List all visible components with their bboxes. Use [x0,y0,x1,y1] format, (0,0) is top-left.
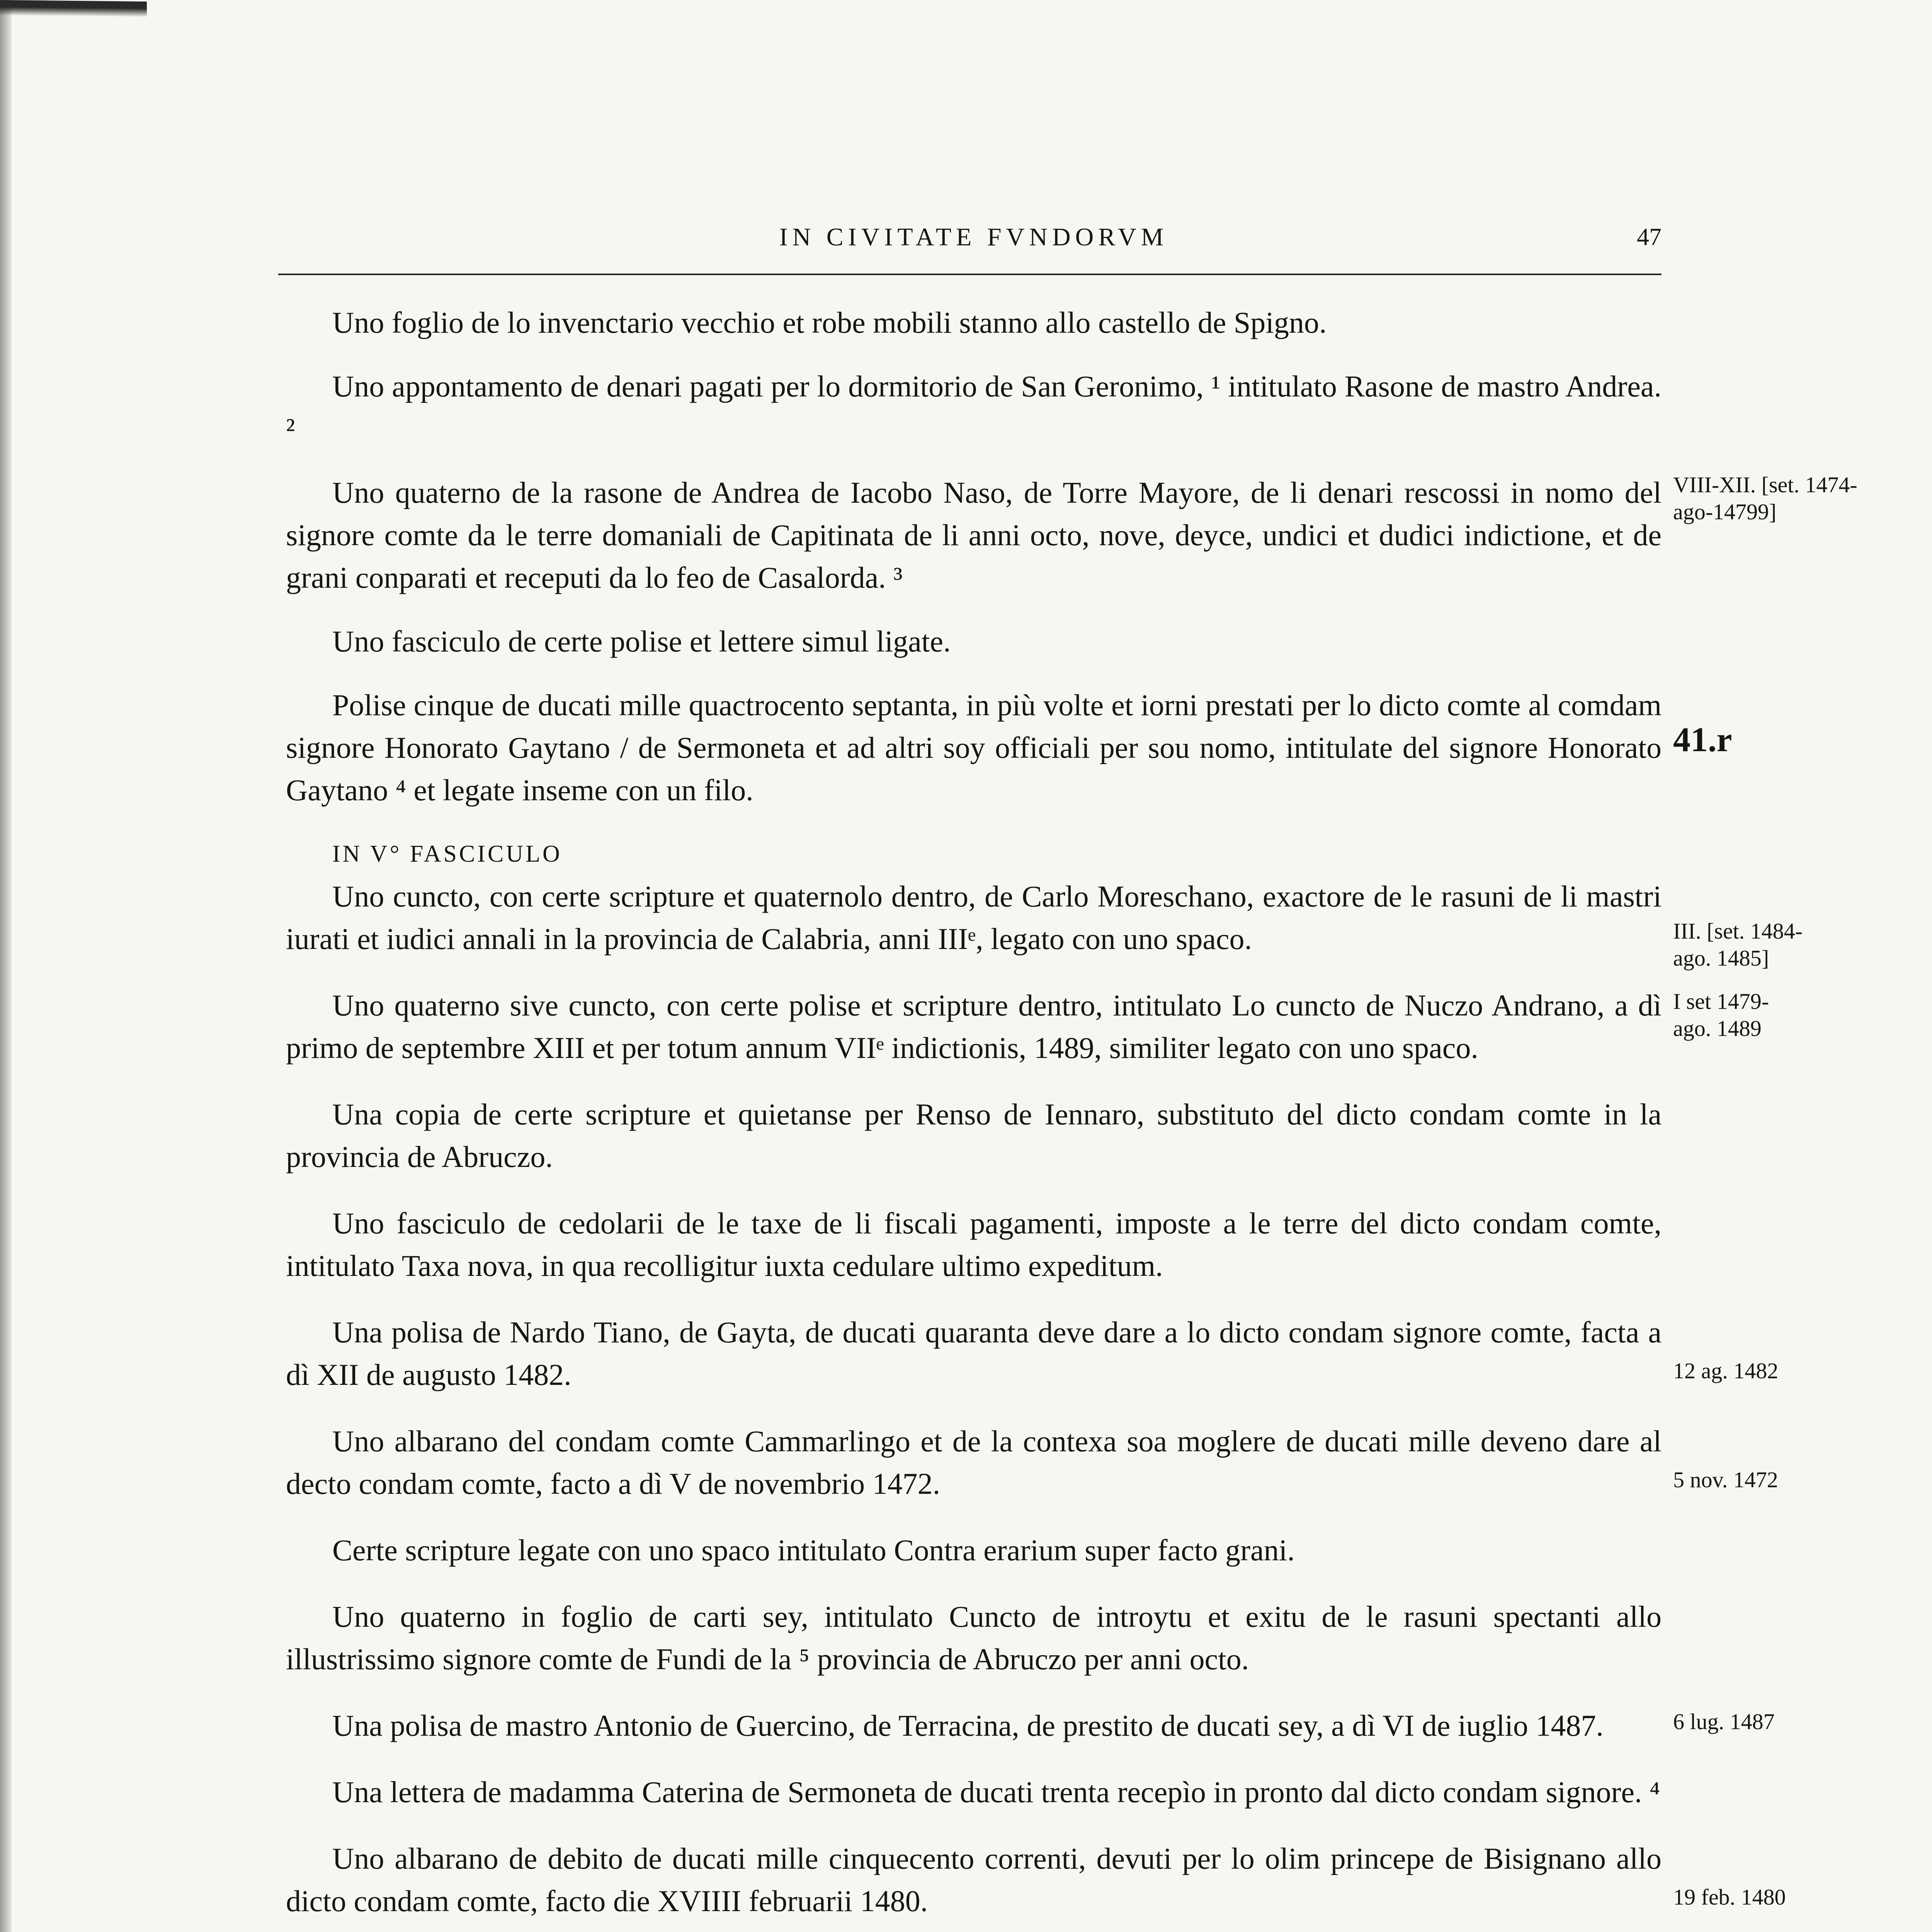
entry [286,471,1857,599]
margin-note: I set 1479- ago. 1489 [1673,989,1769,1041]
entry-text: Uno quaterno in foglio de carti sey, intitulato Cuncto de introytu et exitu de le rasuni spectanti allo illustrissimo signore comte de Fundi de la ⁵ provincia de Abruczo per anni octo. [286,1600,1662,1676]
entry-text: Uno albarano de debito de ducati mille cinquecento correnti, devuti per lo olim princepe de Bisignano allo dicto condam comte, facto die XVIIII februarii 1480. [286,1842,1662,1918]
margin-note: III. [set. 1484- ago. 1485] [1673,918,1803,971]
entry-text: Una lettera de madamma Caterina de Sermoneta de ducati trenta recepìo in pronto dal dicto condam signore. ⁴ [332,1775,1660,1809]
entry-text: Uno albarano del condam comte Cammarlingo et de la contexa soa moglere de ducati mille deveno dare al decto condam comte, facto a dì V de novembrio 1472. [286,1424,1662,1500]
entry [286,301,1662,344]
entry [286,1837,1786,1922]
entry [286,1311,1779,1396]
margin-note: 12 ag. 1482 [1673,1358,1779,1383]
entry [286,1093,1662,1178]
entry [286,684,1732,811]
entry-text: Una copia de certe scripture et quietanse per Renso de Iennaro, substituto del dicto condam comte in la provincia de Abruczo. [286,1097,1662,1173]
main-text [286,301,1857,1932]
entry-text: Uno quaterno sive cuncto, con certe polise et scripture dentro, intitulato Lo cuncto de Nuczo Andrano, a dì primo de septembre XIII et per totum annum VIIᵉ indictionis, 1489, similiter legato con uno spaco. [286,988,1662,1065]
folio-marker: 41.r [1673,721,1732,759]
entry [286,1420,1778,1505]
entry [286,1704,1775,1747]
entry [286,1771,1662,1813]
entry-text: Una polisa de mastro Antonio de Guercino, de Terracina, de prestito de ducati sey, a dì VI de iuglio 1487. [332,1709,1604,1742]
entry [286,365,1662,450]
running-title: IN CIVITATE FVNDORVM [779,223,1168,251]
page-number: 47 [1637,223,1662,250]
entry [286,1202,1662,1287]
entry [286,984,1769,1069]
entry-text: Una polisa de Nardo Tiano, de Gayta, de ducati quaranta deve dare a lo dicto condam signore comte, facta a dì XII de augusto 1482. [286,1315,1662,1391]
entry-text: Uno cuncto, con certe scripture et quaternolo dentro, de Carlo Moreschano, exactore de le rasuni de li mastri iurati et iudici annali in la provincia de Calabria, anni IIIᵉ, legato con uno spaco. [286,879,1662,956]
entry-text: Certe scripture legate con uno spaco intitulato Contra erarium super facto grani. [332,1533,1295,1567]
entry-text: Uno fasciculo de certe polise et lettere simul ligate. [332,624,951,658]
entry-text: Polise cinque de ducati mille quactrocento septanta, in più volte et iorni prestati per lo dicto comte al comdam signore Honorato Gaytano / de Sermoneta et ad altri soy officiali per sou nomo, intitulate del signore Honorato Gaytano ⁴ et legate inseme con un filo. [286,688,1662,807]
entry-text: Uno appontamento de denari pagati per lo dormitorio de San Geronimo, ¹ intitulato Rasone de mastro Andrea. ² [286,369,1662,446]
scan-edge-shadow [0,0,12,1932]
entry-text: Uno fasciculo de cedolarii de le taxe de li fiscali pagamenti, imposte a le terre del dicto condam comte, intitulato Taxa nova, in qua recolligitur iuxta cedulare ultimo expeditum. [286,1206,1662,1282]
scan-corner-mark [0,0,147,17]
header-rule [278,274,1662,275]
margin-note: 5 nov. 1472 [1673,1467,1778,1492]
entry-text: Uno quaterno de la rasone de Andrea de Iacobo Naso, de Torre Mayore, de li denari rescossi in nomo del signore comte da le terre domaniali de Capitinata de li anni octo, nove, deyce, undici et dudici indictione, et de grani conparati et receputi da lo feo de Casalorda. ³ [286,476,1662,594]
entry [286,1529,1662,1571]
margin-note: 19 feb. 1480 [1673,1884,1786,1910]
entry [286,875,1803,971]
page-header [286,215,1662,257]
margin-note: 6 lug. 1487 [1673,1709,1775,1734]
entry-text: Uno foglio de lo invenctario vecchio et robe mobili stanno allo castello de Spigno. [332,306,1327,339]
margin-note: VIII-XII. [set. 1474- ago-14799] [1673,472,1857,524]
entry [286,620,1662,663]
entry [286,1595,1662,1680]
section-heading: IN V° FASCICULO [332,841,562,867]
